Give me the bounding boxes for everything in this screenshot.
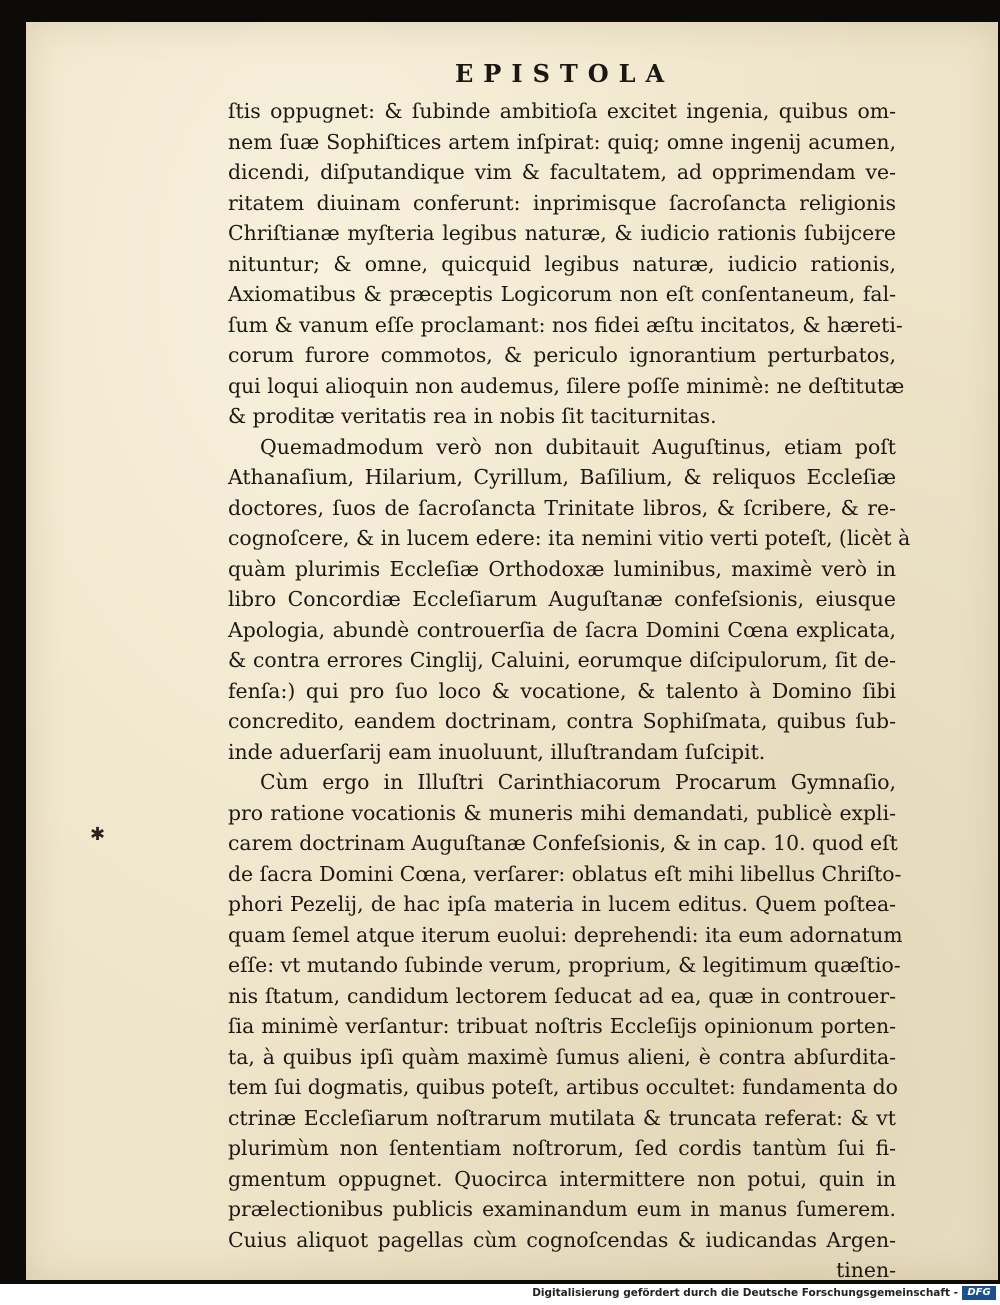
- text-line: Cùm ergo in Illuſtri Carinthiacorum Procarum Gymnaſio,: [260, 770, 896, 794]
- catchword: tinen-: [836, 1258, 896, 1282]
- text-line: ta, à quibus ipſi quàm maximè ſumus alieni, è contra abſurdita-: [228, 1044, 896, 1069]
- text-line: plurimùm non ſententiam noſtrorum, ſed cordis tantùm ſui fi-: [228, 1136, 896, 1160]
- text-line: nis ſtatum, candidum lectorem ſeducat ad ea, quæ in controuer-: [228, 983, 896, 1008]
- text-line: concredito, eandem doctrinam, contra Sophiſmata, quibus ſub-: [228, 709, 896, 733]
- text-line: ritatem diuinam conferunt: inprimisque ſacroſancta religionis: [228, 190, 896, 215]
- text-line: doctores, ſuos de ſacroſancta Trinitate libros, & ſcribere, & re-: [228, 495, 896, 520]
- body-text: [228, 96, 911, 1286]
- dfg-logo: DFG: [962, 1286, 996, 1300]
- text-line: prælectionibus publicis examinandum eum in manus ſumerem.: [228, 1197, 896, 1221]
- text-line: & proditæ veritatis rea in nobis ſit taciturnitas.: [228, 404, 717, 428]
- text-line: Axiomatibus & præceptis Logicorum non eſt conſentaneum, fal-: [228, 282, 896, 306]
- text-line: phori Pezelij, de hac ipſa materia in lucem editus. Quem poſtea-: [228, 892, 896, 916]
- text-line: eſſe: vt mutando ſubinde verum, proprium, & legitimum quæſtio-: [228, 953, 901, 977]
- text-line: ſia minimè verſantur: tribuat noſtris Eccleſijs opinionum porten-: [228, 1014, 896, 1038]
- text-line: carem doctrinam Auguſtanæ Confeſsionis, & in cap. 10. quod eſt: [228, 831, 898, 855]
- text-line: Apologia, abundè controuerſia de ſacra Domini Cœna explicata,: [228, 617, 896, 642]
- text-line: Cuius aliquot pagellas cùm cognoſcendas & iudicandas Argen-: [228, 1227, 896, 1252]
- text-line: ctrinæ Eccleſiarum noſtrarum mutilata & truncata referat: & vt: [228, 1105, 896, 1130]
- text-line: Quemadmodum verò non dubitauit Auguſtinus, etiam poſt: [260, 434, 896, 459]
- text-line: inde aduerſarij eam inuoluunt, illuſtrandam ſuſcipit.: [228, 739, 766, 764]
- text-line: & contra errores Cinglij, Caluini, eorumque diſcipulorum, ſit de-: [228, 648, 896, 672]
- text-line: libro Concordiæ Eccleſiarum Auguſtanæ confeſsionis, eiusque: [228, 587, 896, 611]
- running-head: EPISTOLA: [455, 59, 675, 88]
- text-line: pro ratione vocationis & muneris mihi demandati, publicè expli-: [228, 800, 896, 825]
- text-line: dicendi, diſputandique vim & facultatem, ad opprimendam ve-: [228, 160, 896, 184]
- text-line: cognoſcere, & in lucem edere: ita nemini vitio verti poteſt, (licèt à: [228, 526, 911, 550]
- text-line: Chriſtianæ myſteria legibus naturæ, & iudicio rationis ſubijcere: [228, 221, 896, 245]
- text-line: ſtis oppugnet: & ſubinde ambitioſa excitet ingenia, quibus om-: [228, 99, 896, 123]
- text-line: quam ſemel atque iterum euolui: deprehendi: ita eum adornatum: [228, 922, 903, 947]
- text-line: Athanaſium, Hilarium, Cyrillum, Baſilium, & reliquos Eccleſiæ: [228, 465, 896, 489]
- text-line: quàm plurimis Eccleſiæ Orthodoxæ luminibus, maximè verò in: [228, 556, 896, 581]
- text-line: qui loqui alioquin non audemus, ſilere poſſe minimè: ne deſtitutæ: [228, 373, 905, 398]
- text-line: ſum & vanum eſſe proclamant: nos fidei æſtu incitatos, & hæreti-: [228, 312, 903, 337]
- text-line: de ſacra Domini Cœna, verſarer: oblatus eſt mihi libellus Chriſto-: [228, 861, 902, 886]
- text-line: nem ſuæ Sophiſtices artem inſpirat: quiq; omne ingenij acumen,: [228, 129, 896, 154]
- text-line: gmentum oppugnet. Quocirca intermittere non potui, quin in: [228, 1166, 896, 1191]
- margin-ornament: ✱: [90, 824, 106, 845]
- text-line: corum furore commotos, & periculo ignorantium perturbatos,: [228, 343, 896, 367]
- text-line: nituntur; & omne, quicquid legibus naturæ, iudicio rationis,: [228, 251, 896, 276]
- text-line: fenſa:) qui pro ſuo loco & vocatione, & talento à Domino ſibi: [228, 678, 896, 703]
- digitization-credit: Digitalisierung gefördert durch die Deutsche Forschungsgemeinschaft -: [532, 1287, 958, 1299]
- text-line: tem ſui dogmatis, quibus poteſt, artibus occultet: fundamenta do: [228, 1075, 898, 1099]
